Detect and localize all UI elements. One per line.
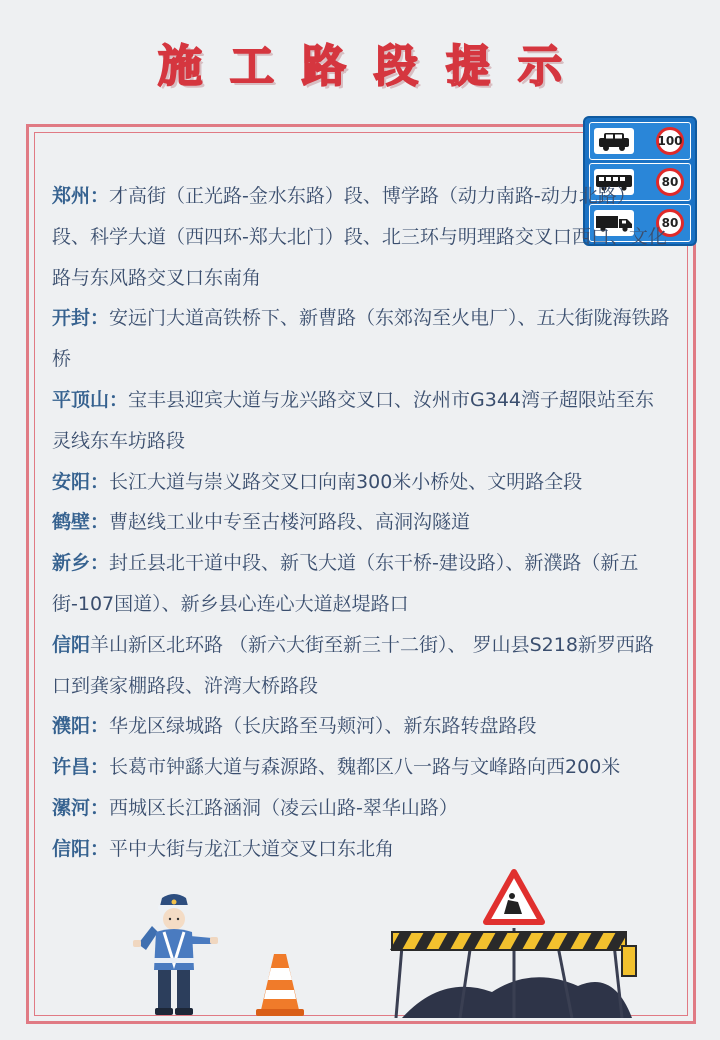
list-item (52, 462, 672, 503)
city-name: 开封 (52, 307, 91, 330)
city-name: 平顶山 (52, 388, 110, 411)
list-item (52, 380, 672, 462)
city-name: 鹤壁 (52, 511, 91, 534)
speed-row-car (589, 122, 691, 160)
list-item (52, 625, 672, 707)
title-char: 路 (302, 41, 346, 92)
road-sections: 曹赵线工业中专至古楼河路段、高洞沟隧道 (109, 511, 471, 534)
road-sections: 华龙区绿城路（长庆路至马颊河）、新东路转盘路段 (109, 715, 537, 738)
title-char: 示 (518, 41, 562, 92)
road-sections: 安远门大道高铁桥下、新曹路（东郊沟至火电厂）、五大街陇海铁路桥 (52, 307, 670, 371)
road-sections: 宝丰县迎宾大道与龙兴路交叉口、汝州市G344湾子超限站至东灵线东车坊路段 (52, 388, 655, 452)
road-sections: 长葛市钟繇大道与森源路、魏都区八一路与文峰路向西200米 (109, 756, 621, 779)
city-name: 濮阳 (52, 715, 91, 738)
car-icon (594, 128, 634, 154)
city-separator: ： (90, 307, 110, 330)
city-separator: ： (90, 837, 110, 860)
title-char: 施 (158, 41, 202, 92)
city-separator: ： (90, 470, 110, 493)
title-char: 工 (230, 41, 274, 92)
road-sections: 羊山新区北环路 （新六大街至新三十二街）、 罗山县S218新罗西路口到龚家棚路段、浒湾大桥路段 (52, 633, 654, 697)
city-name: 新乡 (52, 552, 91, 575)
city-separator: ： (109, 388, 129, 411)
list-item (52, 706, 672, 747)
city-separator: ： (90, 511, 110, 534)
speed-limit-badge: 80 (656, 168, 684, 196)
list-item (52, 543, 672, 625)
city-name: 安阳 (52, 470, 91, 493)
list-item (52, 829, 672, 870)
city-name: 信阳 (52, 837, 91, 860)
road-sections: 平中大街与龙江大道交叉口东北角 (109, 837, 395, 860)
road-sections: 才高街（正光路-金水东路）段、博学路（动力南路-动力北路）段、科学大道（西四环-郑大北门）段、北三环与明理路交叉口西口、文化路与东风路交叉口东南角 (52, 185, 667, 289)
list-item (52, 298, 672, 380)
road-sections: 封丘县北干道中段、新飞大道（东干桥-建设路）、新濮路（新五街-107国道）、新乡县心连心大道赵堤路口 (52, 552, 639, 615)
list-item (52, 502, 672, 543)
title-char: 提 (446, 41, 490, 92)
city-separator: ： (90, 185, 110, 207)
speed-limit-badge: 80 (656, 209, 684, 237)
city-name: 许昌 (52, 756, 91, 779)
speed-limit-badge: 100 (656, 127, 684, 155)
city-name: 漯河 (52, 796, 91, 819)
list-item (52, 788, 672, 829)
city-name: 信阳 (52, 633, 91, 656)
city-separator: ： (90, 715, 110, 738)
city-separator: ： (90, 796, 110, 819)
list-item (52, 176, 672, 298)
title-char: 段 (374, 41, 418, 92)
traffic-police-icon (130, 892, 220, 1022)
city-name: 郑州 (52, 185, 91, 207)
construction-barrier-icon (382, 866, 644, 1018)
road-work-list (52, 176, 672, 870)
city-separator: ： (90, 756, 110, 779)
road-sections: 西城区长江路涵洞（凌云山路-翠华山路） (109, 796, 458, 819)
page-title (0, 30, 720, 100)
traffic-cone-icon (255, 952, 305, 1018)
list-item (52, 747, 672, 788)
city-separator: ： (90, 552, 110, 575)
road-sections: 长江大道与崇义路交叉口向南300米小桥处、文明路全段 (109, 470, 583, 493)
